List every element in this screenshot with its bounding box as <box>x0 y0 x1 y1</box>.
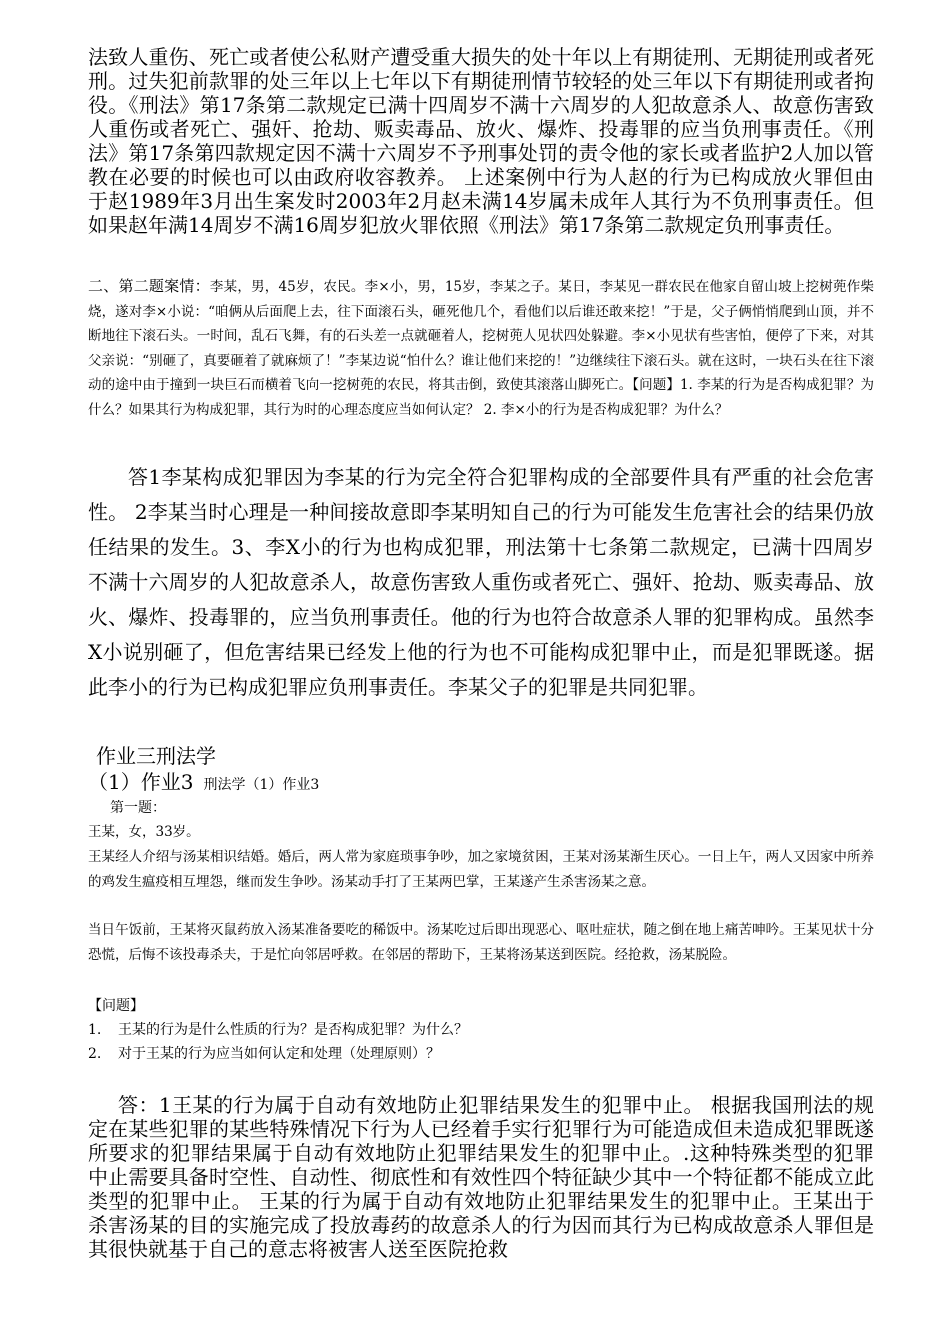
homework-subtitle-main: （1）作业3 <box>88 770 194 794</box>
case-two-paragraph <box>88 274 874 422</box>
homework-subtitle <box>88 770 319 797</box>
answer-case-two: 答1李某构成犯罪因为李某的行为完全符合犯罪构成的全部要件具有严重的社会危害性。 2李某当时心理是一种间接故意即李某明知自己的行为可能发生危害社会的结果仍放任结果的发生。3、李X小的行为也构成犯罪，刑法第十七条第二款规定，已满十四周岁不满十六周岁的人犯故意杀人，故意伤害致人重伤或者死亡、强奸、抢劫、贩卖毒品、放火、爆炸、投毒罪的，应当负刑事责任。他的行为也符合故意杀人罪的犯罪构成。虽然李X小说别砸了，但危害结果已经发上他的行为也不可能构成犯罪中止，而是犯罪既遂。据此李小的行为已构成犯罪应负刑事责任。李某父子的犯罪是共同犯罪。 <box>88 465 874 699</box>
question-one-title: 第一题： <box>110 800 166 816</box>
question-text: 对于王某的行为应当如何认定和处理（处理原则）？ <box>118 1046 440 1062</box>
question-text: 王某的行为是什么性质的行为？是否构成犯罪？为什么？ <box>118 1022 468 1038</box>
person-line: 王某，女，33岁。 <box>88 824 200 840</box>
question-item <box>88 1042 440 1066</box>
question-item <box>88 1018 468 1042</box>
case-paragraph-two: 当日午饭前，王某将灭鼠药放入汤某准备要吃的稀饭中。汤某吃过后即出现恶心、呕吐症状，随之倒在地上痛苦呻吟。王某见状十分恐慌，后悔不该投毒杀夫，于是忙向邻居呼救。在邻居的帮助下，王某将汤某送到医院。经抢救，汤某脱险。 <box>88 922 874 963</box>
homework-title: 作业三刑法学 <box>96 744 216 768</box>
case-two-label: 二、第二题案情： <box>88 277 210 295</box>
case-two-text: 李某，男，45岁，农民。李×小，男，15岁，李某之子。某日，李某见一群农民在他家自留山坡上挖树蔸作柴烧，遂对李×小说：“咱俩从后面爬上去，往下面滚石头，砸死他几个，看他们以后谁还敢来挖！”于是，父子俩悄悄爬到山顶，并不断地往下滚石头。一时间，乱石飞舞，有的石头差一点就砸着人，挖树蔸人见状四处躲避。李×小见状有些害怕，便停了下来，对其父亲说：“别砸了，真要砸着了就麻烦了！”李某边说“怕什么？谁让他们来挖的！”边继续往下滚石头。就在这时，一块石头在往下滚动的途中由于撞到一块巨石而横着飞向一挖树蔸的农民，将其击倒，致使其滚落山脚死亡。【问题】1. 李某的行为是否构成犯罪？为什么？如果其行为构成犯罪，其行为时的心理态度应当如何认定？ 2. 李×小的行为是否构成犯罪？为什么？ <box>88 279 874 418</box>
questions-label: 【问题】 <box>88 998 144 1014</box>
paragraph-law-text: 法致人重伤、死亡或者使公私财产遭受重大损失的处十年以上有期徒刑、无期徒刑或者死刑。过失犯前款罪的处三年以上七年以下有期徒刑情节较轻的处三年以下有期徒刑或者拘役。《刑法》第17条第二款规定已满十四周岁不满十六周岁的人犯故意杀人、故意伤害致人重伤或者死亡、强奸、抢劫、贩卖毒品、放火、爆炸、投毒罪的应当负刑事责任。《刑法》第17条第四款规定因不满十六周岁不予刑事处罚的责令他的家长或者监护2人加以管教在必要的时候也可以由政府收容教养。 上述案例中行为人赵的行为已构成放火罪但由于赵1989年3月出生案发时2003年2月赵未满14岁属未成年人其行为不负刑事责任。但如果赵年满14周岁不满16周岁犯放火罪依照《刑法》第17条第二款规定负刑事责任。 <box>88 45 874 237</box>
question-number: 1. <box>88 1022 102 1038</box>
answer-homework-three: 答：1王某的行为属于自动有效地防止犯罪结果发生的犯罪中止。 根据我国刑法的规定在某些犯罪的某些特殊情况下行为人已经着手实行犯罪行为可能造成但未造成犯罪既遂所要求的犯罪结果属于自动有效地防止犯罪结果发生的犯罪中止。.这种特殊类型的犯罪中止需要具备时空性、自动性、彻底性和有效性四个特征缺少其中一个特征都不能成立此类型的犯罪中止。 王某的行为属于自动有效地防止犯罪结果发生的犯罪中止。王某出于杀害汤某的目的实施完成了投放毒药的故意杀人的行为因而其行为已构成故意杀人罪但是其很快就基于自己的意志将被害人送至医院抢救 <box>88 1093 874 1261</box>
case-paragraph-one: 王某经人介绍与汤某相识结婚。婚后，两人常为家庭琐事争吵，加之家境贫困，王某对汤某渐生厌心。一日上午，两人又因家中所养的鸡发生瘟疫相互埋怨，继而发生争吵。汤某动手打了王某两巴掌，王某遂产生杀害汤某之意。 <box>88 849 874 890</box>
question-number: 2. <box>88 1046 102 1062</box>
homework-subtitle-secondary: 刑法学（1）作业3 <box>203 777 320 793</box>
